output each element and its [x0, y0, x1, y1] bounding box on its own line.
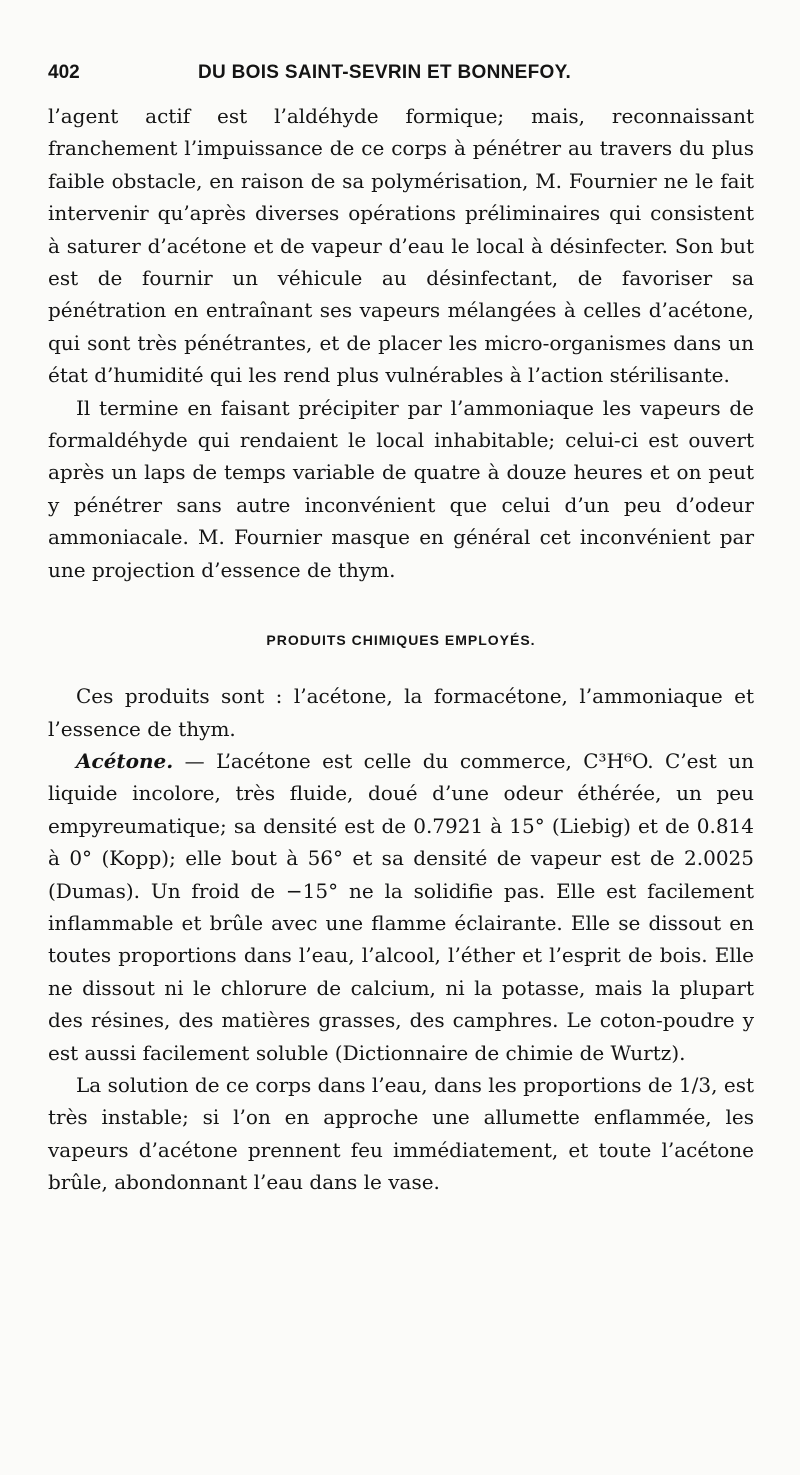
body-text	[48, 100, 754, 1199]
paragraph-acetone	[48, 745, 754, 1069]
acetone-description: — L’acétone est celle du commerce, C³H⁶O. C’est un liquide incolore, très fluide, doué d’une odeur éthérée, un peu empyreumatique; sa densité est de 0.7921 à 15° (Liebig) et de 0.814 à 0° (Kopp); elle bout à 56° et sa densité de vapeur est de 2.0025 (Dumas). Un froid de −15° ne la solidifie pas. Elle est facilement inflammable et brûle avec une flamme éclairante. Elle se dissout en toutes proportions dans l’eau, l’alcool, l’éther et l’esprit de bois. Elle ne dissout ni le chlorure de calcium, ni la potasse, mais la plupart des résines, des matières grasses, des camphres. Le coton-poudre y est aussi facilement soluble (Dictionnaire de chimie de Wurtz).	[48, 748, 754, 1065]
acetone-term: Acétone.	[76, 748, 174, 773]
paragraph-products-list: Ces produits sont : l’acétone, la formacétone, l’ammoniaque et l’essence de thym.	[48, 684, 754, 741]
page-number: 402	[48, 62, 80, 83]
paragraph-acetone-solution: La solution de ce corps dans l’eau, dans les proportions de 1/3, est très instable; si l’on en approche une allumette enflammée, les vapeurs d’acétone prennent feu immédiatement, et toute l’acétone brûle, abondonnant l’eau dans le vase.	[48, 1072, 754, 1195]
running-title: DU BOIS SAINT-SEVRIN ET BONNEFOY.	[198, 62, 572, 83]
section-heading: PRODUITS CHIMIQUES EMPLOYÉS.	[266, 632, 536, 649]
paragraph-formaldehyde-method: l’agent actif est l’aldéhyde formique; mais, reconnaissant franchement l’impuissance de ce corps à pénétrer au travers du plus faible obstacle, en raison de sa polymérisation, M. Fournier ne le fait intervenir qu’après diverses opérations préliminaires qui consistent à saturer d’acétone et de vapeur d’eau le local à désinfecter. Son but est de fournir un véhicule au désinfectant, de favoriser sa pénétration en entraînant ses vapeurs mélangées à celles d’acétone, qui sont très pénétrantes, et de placer les micro-organismes dans un état d’humidité qui les rend plus vulnérables à l’action stérilisante.	[48, 104, 754, 388]
running-head	[48, 62, 760, 92]
paragraph-ammonia-neutralization: Il termine en faisant précipiter par l’ammoniaque les vapeurs de formaldéhyde qui rendaient le local inhabitable; celui-ci est ouvert après un laps de temps variable de quatre à douze heures et on peut y pénétrer sans autre inconvénient que celui d’un peu d’odeur ammoniacale. M. Fournier masque en général cet inconvénient par une projection d’essence de thym.	[48, 395, 754, 582]
